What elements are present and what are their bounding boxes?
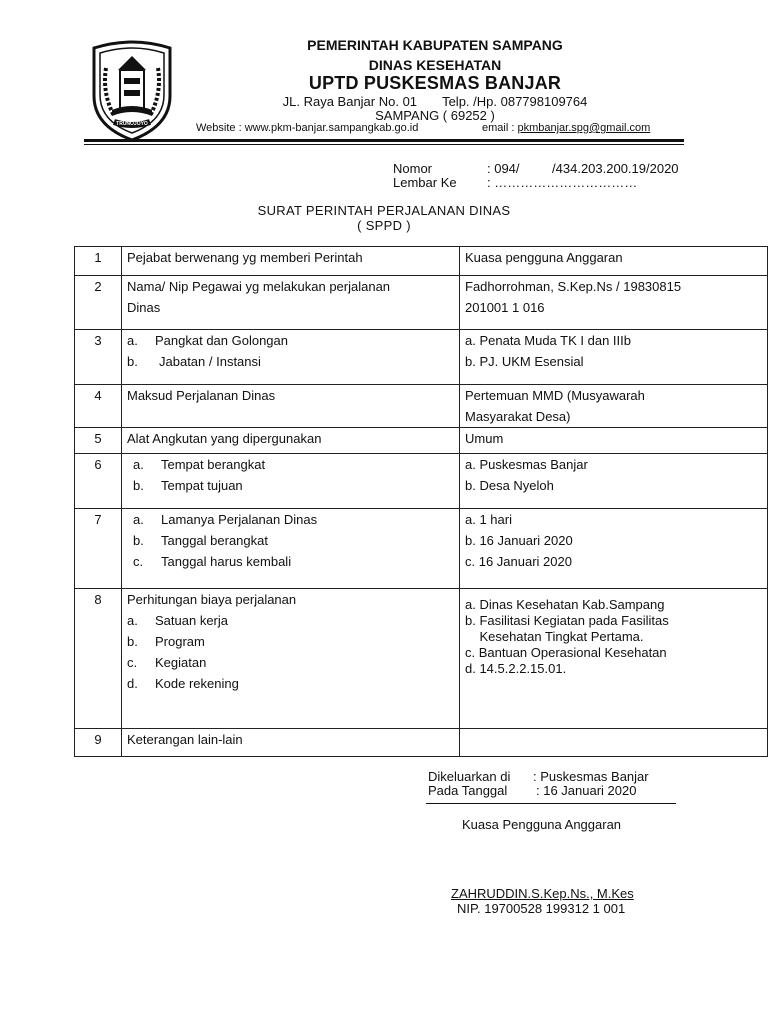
header-address: JL. Raya Banjar No. 01 Telp. /Hp. 087798109764 <box>282 94 588 109</box>
item-marker: a. <box>127 333 138 348</box>
lembar-label: Lembar Ke <box>393 175 457 190</box>
row-value-line: Pertemuan MMD (Musyawarah <box>465 388 645 403</box>
row-value-line: Kuasa pengguna Anggaran <box>465 250 623 265</box>
row-number: 4 <box>75 385 122 428</box>
row-description <box>122 276 460 330</box>
row-number: 9 <box>75 729 122 757</box>
row-description-line: Keterangan lain-lain <box>127 732 243 747</box>
row-description-line: Nama/ Nip Pegawai yg melakukan perjalanan <box>127 279 391 294</box>
row-value-line: Fadhorrohman, S.Kep.Ns / 19830815 <box>465 279 682 294</box>
row-number: 2 <box>75 276 122 330</box>
row-value-line: d. 14.5.2.2.15.01. <box>465 661 567 676</box>
row-description-item <box>127 610 455 631</box>
row-description-item <box>127 330 455 351</box>
row-value-line: b. Fasilitasi Kegiatan pada Fasilitas <box>465 613 669 628</box>
row-description-line: Alat Angkutan yang dipergunakan <box>127 431 322 446</box>
item-text: Kode rekening <box>155 676 239 691</box>
email-label: email : <box>482 122 518 134</box>
header-institution: UPTD PUSKESMAS BANJAR <box>308 73 562 93</box>
item-text: Program <box>155 634 205 649</box>
row-value-line: a. 1 hari <box>465 512 512 527</box>
row-number: 6 <box>75 454 122 509</box>
item-marker: d. <box>127 676 138 691</box>
row-description-item <box>127 475 455 496</box>
row-description <box>122 729 460 757</box>
row-value-line: 201001 1 016 <box>465 300 545 315</box>
header-department: DINAS KESEHATAN <box>368 57 502 73</box>
item-marker: a. <box>127 613 138 628</box>
item-text: Tempat tujuan <box>161 478 243 493</box>
issued-at-label: Dikeluarkan di <box>428 769 511 784</box>
item-marker: b. <box>127 634 138 649</box>
email-link[interactable]: pkmbanjar.spg@gmail.com <box>517 122 651 134</box>
lembar-value: : …………………………… <box>487 175 638 190</box>
header-government: PEMERINTAH KABUPATEN SAMPANG <box>307 37 563 53</box>
row-value-line: a. Penata Muda TK I dan IIIb <box>465 333 631 348</box>
row-description <box>122 454 460 509</box>
header-email[interactable] <box>482 122 650 134</box>
issued-date-value: : 16 Januari 2020 <box>536 783 637 798</box>
nomor-label: Nomor <box>393 161 433 176</box>
header-divider-thin <box>84 144 684 145</box>
row-description <box>122 385 460 428</box>
row-value-line: Kesehatan Tingkat Pertama. <box>465 629 644 644</box>
row-description-item <box>127 509 455 530</box>
document-title: SURAT PERINTAH PERJALANAN DINAS <box>257 203 511 218</box>
table-row <box>75 509 768 589</box>
table-row <box>75 589 768 729</box>
logo-ribbon-text: TRUNOJOYO <box>116 121 148 127</box>
row-value-line: c. Bantuan Operasional Kesehatan <box>465 645 667 660</box>
item-marker: b. <box>127 354 138 369</box>
item-text: Jabatan / Instansi <box>159 354 261 369</box>
row-value-line: Masyarakat Desa) <box>465 409 571 424</box>
row-value-line: b. 16 Januari 2020 <box>465 533 573 548</box>
row-value-line: a. Dinas Kesehatan Kab.Sampang <box>465 597 665 612</box>
item-text: Tempat berangkat <box>161 457 266 472</box>
row-description-item <box>127 673 455 694</box>
issued-date-label: Pada Tanggal <box>428 783 508 798</box>
row-description <box>122 509 460 589</box>
row-value <box>460 385 768 428</box>
footer-divider <box>426 803 676 804</box>
row-description-item <box>127 631 455 652</box>
row-description <box>122 428 460 454</box>
row-description-item <box>127 551 455 572</box>
row-value <box>460 247 768 276</box>
row-value <box>460 428 768 454</box>
item-marker: a. <box>133 457 144 472</box>
table-row <box>75 729 768 757</box>
item-marker: c. <box>127 655 138 670</box>
row-value-line: b. Desa Nyeloh <box>465 478 554 493</box>
row-description-item <box>127 351 455 372</box>
item-text: Lamanya Perjalanan Dinas <box>161 512 318 527</box>
item-text: Satuan kerja <box>155 613 228 628</box>
table-row <box>75 276 768 330</box>
row-value-line: a. Puskesmas Banjar <box>465 457 588 472</box>
table-row <box>75 247 768 276</box>
nomor-value: : 094/ /434.203.200.19/2020 <box>487 161 679 176</box>
item-text: Pangkat dan Golongan <box>155 333 288 348</box>
row-description-line: Pejabat berwenang yg memberi Perintah <box>127 250 363 265</box>
puskesmas-logo-emblem <box>84 38 180 142</box>
row-number: 5 <box>75 428 122 454</box>
row-value <box>460 589 768 729</box>
item-marker: c. <box>133 554 144 569</box>
row-description-line: Maksud Perjalanan Dinas <box>127 388 276 403</box>
row-number: 8 <box>75 589 122 729</box>
row-value <box>460 509 768 589</box>
header-website[interactable]: Website : www.pkm-banjar.sampangkab.go.id <box>196 122 419 134</box>
row-number: 7 <box>75 509 122 589</box>
item-marker: b. <box>133 533 144 548</box>
table-row <box>75 385 768 428</box>
sppd-table <box>74 246 768 757</box>
row-description-item <box>127 454 455 475</box>
row-value-line: Umum <box>465 431 504 446</box>
item-text: Tanggal harus kembali <box>161 554 292 569</box>
item-marker: a. <box>133 512 144 527</box>
row-number: 3 <box>75 330 122 385</box>
row-description <box>122 330 460 385</box>
row-description-line: Dinas <box>127 300 161 315</box>
row-description <box>122 247 460 276</box>
table-row <box>75 428 768 454</box>
row-value-line: b. PJ. UKM Esensial <box>465 354 584 369</box>
item-marker: b. <box>133 478 144 493</box>
document-subtitle: ( SPPD ) <box>357 218 411 233</box>
header-divider-thick <box>84 139 684 142</box>
signer-nip: NIP. 19700528 199312 1 001 <box>457 901 626 916</box>
row-description <box>122 589 460 729</box>
item-text: Kegiatan <box>155 655 207 670</box>
row-value <box>460 330 768 385</box>
row-description-item <box>127 530 455 551</box>
row-value-line: c. 16 Januari 2020 <box>465 554 572 569</box>
row-description-title: Perhitungan biaya perjalanan <box>127 592 297 607</box>
row-value <box>460 729 768 757</box>
row-number: 1 <box>75 247 122 276</box>
signer-position: Kuasa Pengguna Anggaran <box>462 817 622 832</box>
row-value <box>460 454 768 509</box>
row-value <box>460 276 768 330</box>
signer-name: ZAHRUDDIN.S.Kep.Ns., M.Kes <box>451 886 634 901</box>
row-description-item <box>127 652 455 673</box>
table-row <box>75 330 768 385</box>
table-row <box>75 454 768 509</box>
issued-at-value: : Puskesmas Banjar <box>533 769 649 784</box>
header-city: SAMPANG ( 69252 ) <box>375 108 495 123</box>
item-text: Tanggal berangkat <box>161 533 268 548</box>
